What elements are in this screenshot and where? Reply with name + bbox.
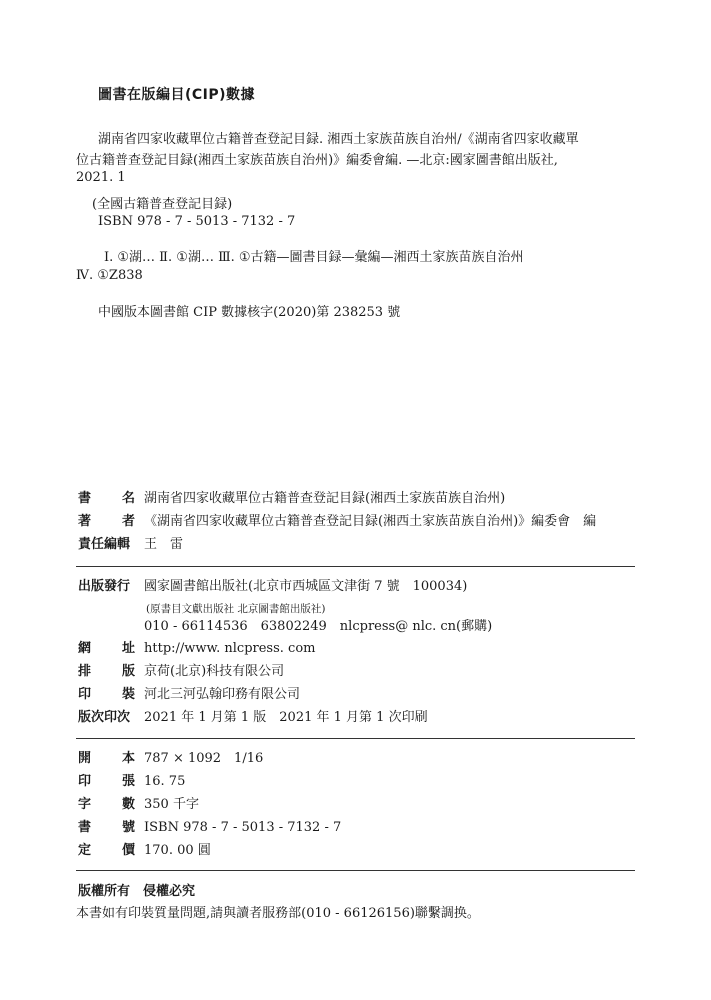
colophon-edition: 版次印次 2021 年 1 月第 1 版 2021 年 1 月第 1 次印刷 — [78, 710, 428, 725]
cip-series: (全國古籍普查登記目録) — [92, 197, 233, 212]
cip-line-3: 2021. 1 — [76, 170, 126, 185]
cip-number: 中國版本圖書館 CIP 數據核字(2020)第 238253 號 — [98, 305, 401, 320]
colophon-format: 開 本 787 × 1092 1/16 — [78, 751, 264, 766]
cip-line-2: 位古籍普查登記目録(湘西土家族苗族自治州)》編委會編. —北京:國家圖書館出版社, — [76, 153, 558, 168]
colophon-book-title: 書 名 湖南省四家收藏單位古籍普查登記目録(湘西土家族苗族自治州) — [78, 491, 506, 506]
publisher-former-names: (原書目文獻出版社 北京圖書館出版社) — [146, 603, 326, 615]
cip-class-code: Ⅳ. ①Z838 — [76, 268, 143, 283]
cip-classification: Ⅰ. ①湖… Ⅱ. ①湖… Ⅲ. ①古籍—圖書目録—彙編—湘西土家族苗族自治州 — [104, 250, 524, 265]
divider-3 — [76, 870, 635, 871]
colophon-words: 字 數 350 千字 — [78, 797, 199, 812]
colophon-isbn: 書 號 ISBN 978 - 7 - 5013 - 7132 - 7 — [78, 820, 342, 835]
colophon-typesetter: 排 版 京荷(北京)科技有限公司 — [78, 664, 285, 679]
colophon-phone: 010 - 66114536 63802249 nlcpress@ nlc. cn(郵購) — [144, 619, 493, 634]
cip-line-1: 湖南省四家收藏單位古籍普查登記目録. 湘西土家族苗族自治州/《湖南省四家收藏單 — [98, 132, 579, 147]
colophon-publisher: 出版發行 國家圖書館出版社(北京市西城區文津街 7 號 100034) — [78, 579, 468, 594]
colophon-printer: 印 裝 河北三河弘翰印務有限公司 — [78, 687, 301, 702]
copyright-title: 版權所有 侵權必究 — [78, 884, 196, 899]
colophon-price: 定 價 170. 00 圓 — [78, 843, 211, 858]
cip-heading: 圖書在版編目(CIP)數據 — [98, 87, 256, 103]
divider-1 — [76, 566, 635, 567]
copyright-notice: 本書如有印裝質量問題,請與讀者服務部(010 - 66126156)聯繫調换。 — [76, 906, 480, 921]
cip-isbn: ISBN 978 - 7 - 5013 - 7132 - 7 — [98, 214, 296, 229]
colophon-sheets: 印 張 16. 75 — [78, 774, 186, 789]
colophon-website: 網 址 http://www. nlcpress. com — [78, 641, 316, 656]
colophon-author: 著 者 《湖南省四家收藏單位古籍普查登記目録(湘西土家族苗族自治州)》編委會 編 — [78, 514, 597, 529]
divider-2 — [76, 738, 635, 739]
colophon-editor: 責任編輯 王 雷 — [78, 537, 184, 552]
